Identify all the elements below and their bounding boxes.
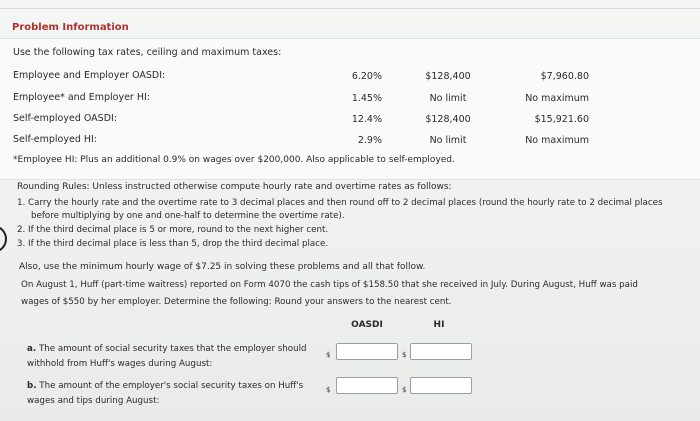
rounding-rule-1-cont: before multiplying by one and one-half to determine the overtime rate). [31,211,345,221]
tax-row-ceiling: $128,400 [425,114,471,125]
question-b-line-2: wages and tips during August: [27,396,160,406]
column-header-hi: HI [433,320,445,330]
dollar-sign: $ [402,386,407,394]
tax-row-max: $15,921.60 [534,114,589,125]
tax-row-rate: 1.45% [351,93,382,104]
dollar-sign: $ [326,386,331,394]
column-header-oasdi: OASDI [351,320,383,330]
dollar-sign: $ [326,351,331,359]
rounding-rule-2: 2. If the third decimal place is 5 or more, round to the next higher cent. [17,225,329,235]
tax-row-label: Self-employed HI: [13,134,98,145]
tax-row-label: Employee and Employer OASDI: [13,70,166,81]
question-b-line-1 [27,381,303,391]
question-b-oasdi-input[interactable] [336,377,398,394]
tax-row-rate: 6.20% [351,71,382,82]
rounding-heading: Rounding Rules: Unless instructed otherwise compute hourly rate and overtime rates as follows: [17,182,452,192]
dollar-sign: $ [402,351,407,359]
rounding-rule-1: 1. Carry the hourly rate and the overtime rate to 3 decimal places and then round off to 2 decimal places (round the hourly rate to 2 decimal places [17,198,663,208]
question-a-line-1 [27,344,307,354]
rounding-rule-3: 3. If the third decimal place is less than 5, drop the third decimal place. [17,239,329,249]
question-b-hi-input[interactable] [410,377,472,394]
tax-row-rate: 12.4% [351,114,382,125]
question-letter: a. [27,344,37,354]
tax-row-max: No maximum [525,93,589,104]
top-divider [0,8,700,9]
question-text: The amount of social security taxes that the employer should [38,344,307,354]
margin-bracket [0,225,7,253]
tax-row-label: Self-employed OASDI: [13,113,118,124]
tax-row-ceiling: No limit [429,93,467,104]
tax-row-ceiling: $128,400 [425,71,471,82]
question-a-oasdi-input[interactable] [336,343,398,360]
question-a-hi-input[interactable] [410,343,472,360]
tax-row-ceiling: No limit [429,135,467,146]
tax-row-label: Employee* and Employer HI: [13,92,150,103]
tax-row-max: $7,960.80 [540,71,589,82]
question-text: The amount of the employer's social security taxes on Huff's [39,381,304,391]
tax-row-rate: 2.9% [357,135,382,146]
problem-line-2: wages of $550 by her employer. Determine the following: Round your answers to the nearest cent. [21,297,452,307]
question-letter: b. [27,381,37,391]
tax-row-max: No maximum [525,135,589,146]
intro-text: Use the following tax rates, ceiling and maximum taxes: [13,47,282,58]
page-title: Problem Information [12,22,129,33]
problem-line-1: On August 1, Huff (part-time waitress) reported on Form 4070 the cash tips of $158.50 that she received in July. During August, Huff was paid [21,280,638,290]
question-a-line-2: withhold from Huff's wages during August: [27,359,213,369]
footnote: *Employee HI: Plus an additional 0.9% on wages over $200,000. Also applicable to self-employed. [13,155,455,165]
min-wage-note: Also, use the minimum hourly wage of $7.25 in solving these problems and all that follow. [19,262,426,272]
